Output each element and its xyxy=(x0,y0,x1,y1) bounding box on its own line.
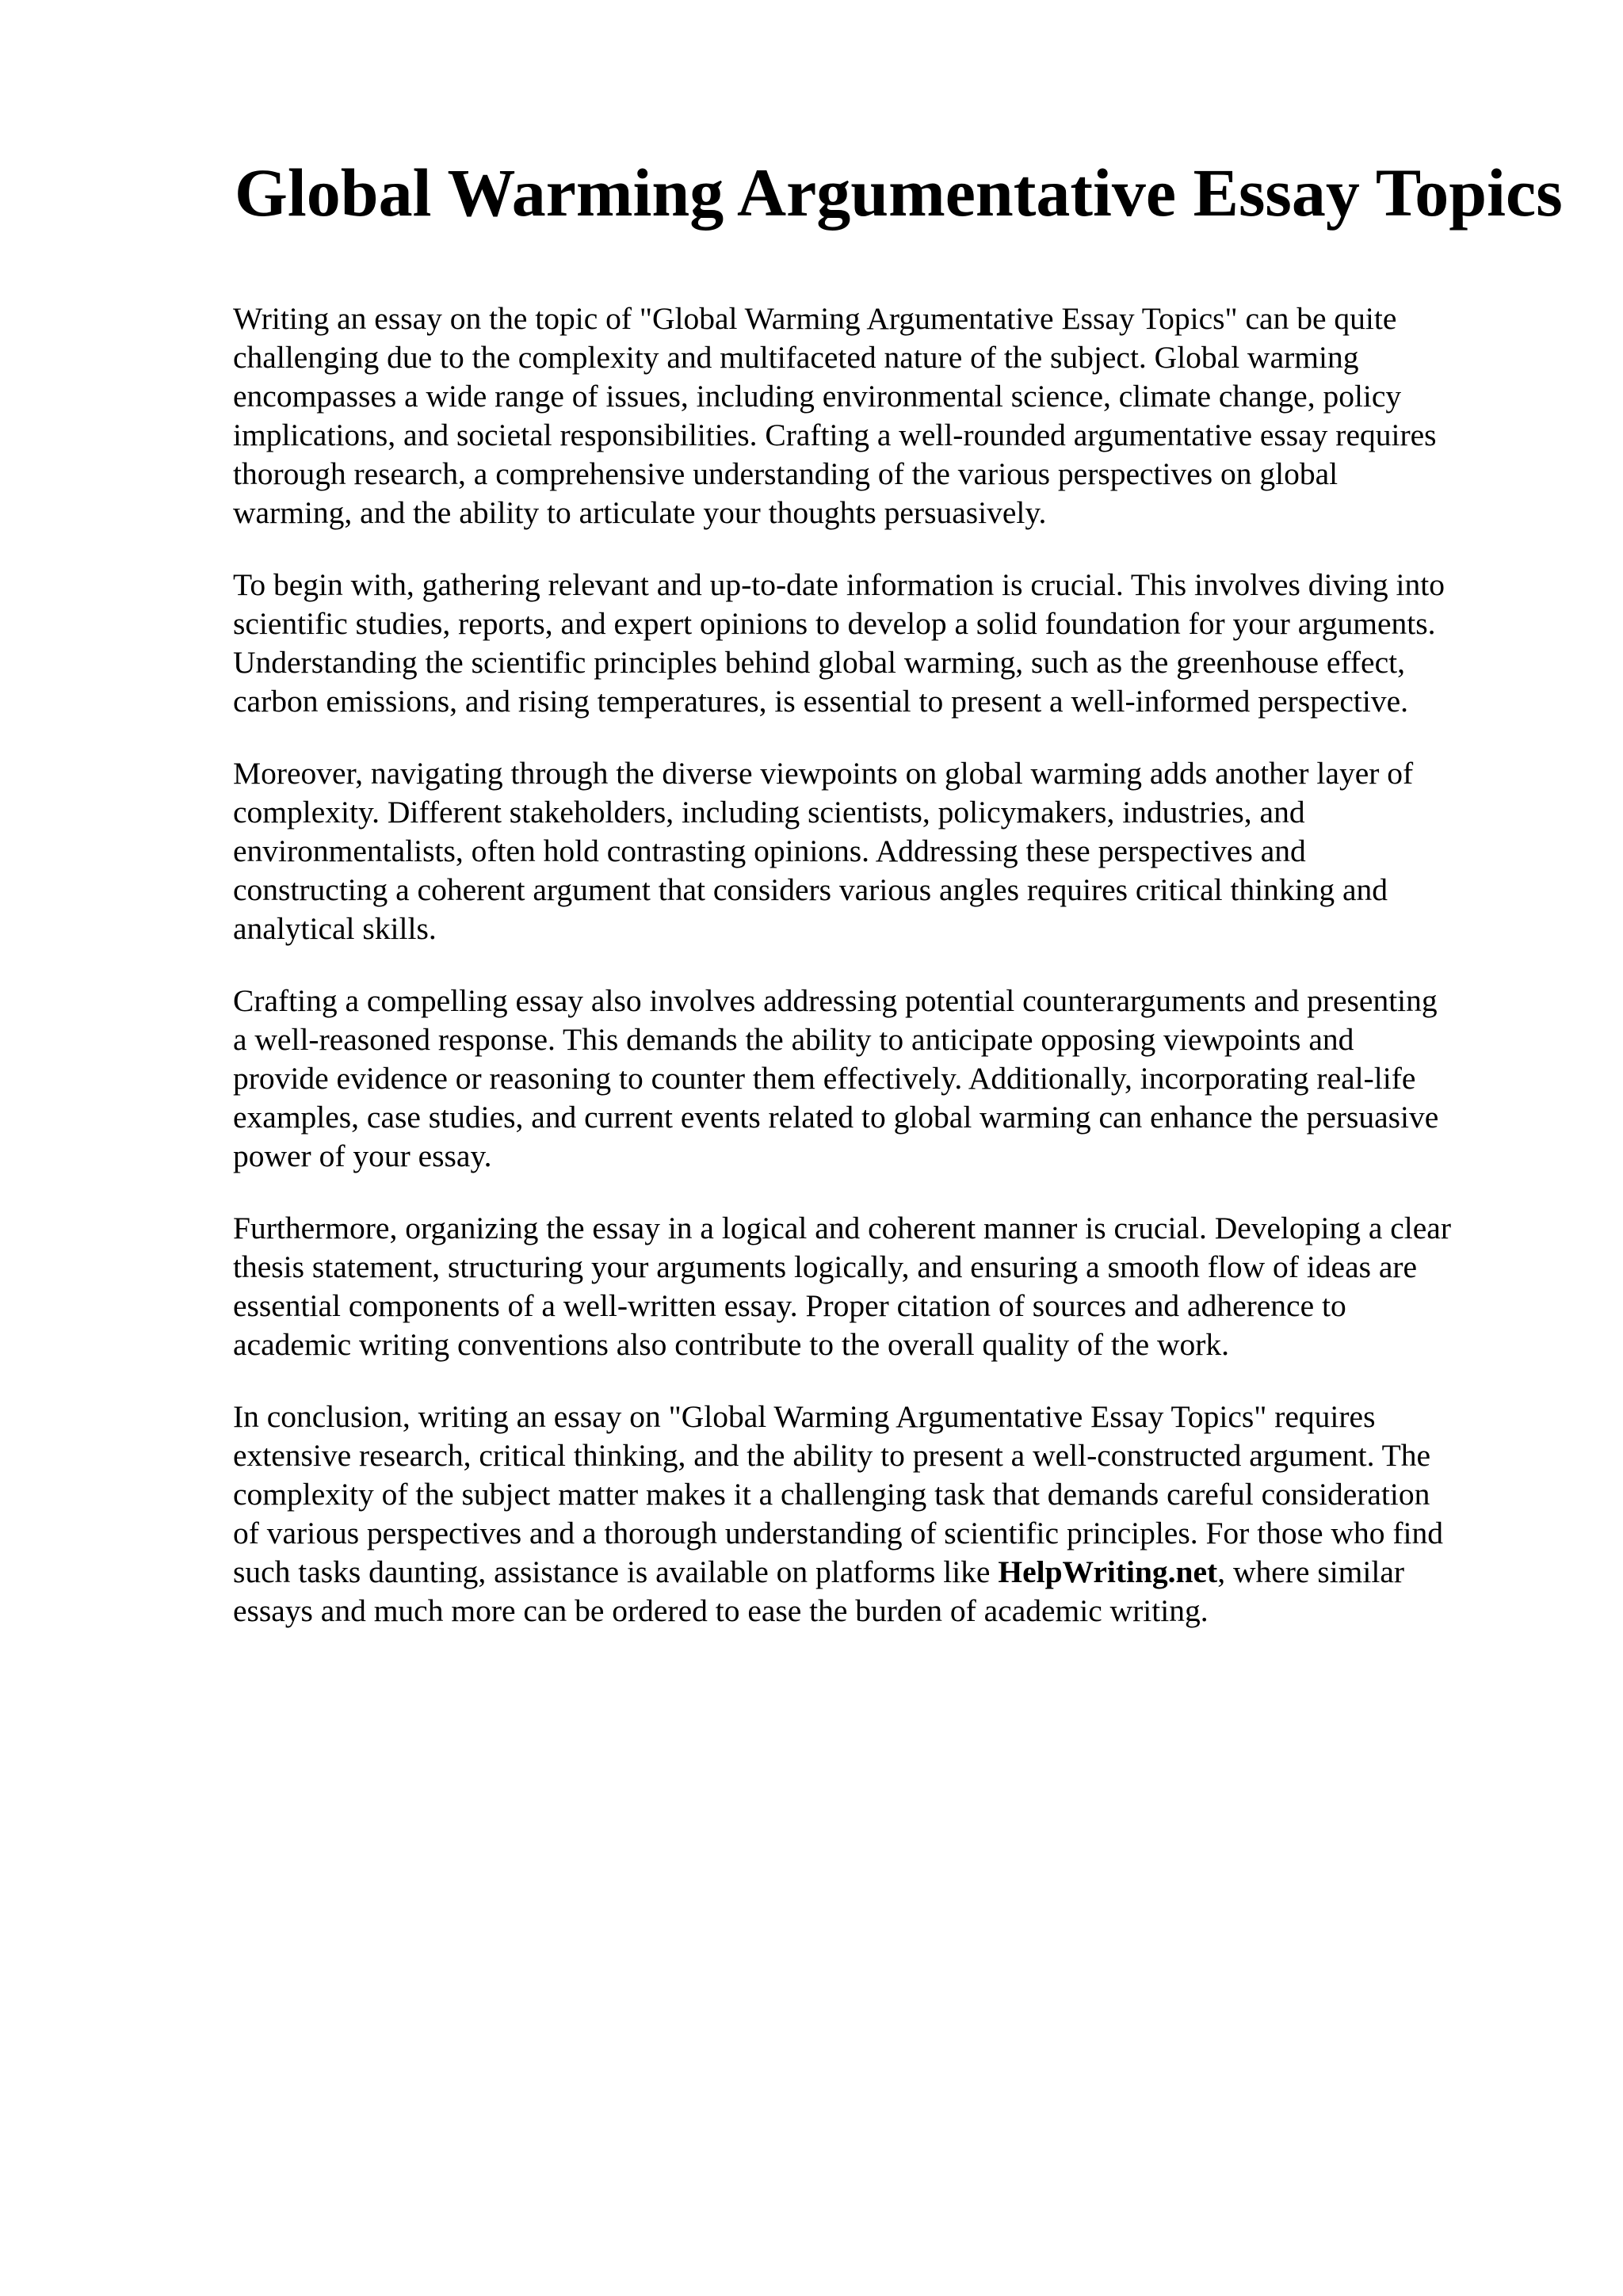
text-line: In conclusion, writing an essay on "Global Warming Argumentative Essay Topics" requires xyxy=(233,1399,1376,1434)
text-segment: such tasks daunting, assistance is available on platforms like xyxy=(233,1554,999,1589)
text-line: carbon emissions, and rising temperatures, is essential to present a well-informed perspective. xyxy=(233,684,1409,719)
paragraph-2 xyxy=(233,566,1533,721)
text-line: provide evidence or reasoning to counter them effectively. Additionally, incorporating real-life xyxy=(233,1061,1416,1096)
text-segment: , where similar xyxy=(1217,1554,1405,1589)
text-line: To begin with, gathering relevant and up-to-date information is crucial. This involves diving into xyxy=(233,567,1445,602)
text-line: power of your essay. xyxy=(233,1138,492,1173)
text-line: scientific studies, reports, and expert opinions to develop a solid foundation for your arguments. xyxy=(233,606,1436,641)
paragraph-5 xyxy=(233,1209,1533,1364)
paragraph-3 xyxy=(233,754,1533,948)
paragraph-1 xyxy=(233,299,1533,532)
text-line: academic writing conventions also contribute to the overall quality of the work. xyxy=(233,1327,1230,1362)
text-line: a well-reasoned response. This demands the ability to anticipate opposing viewpoints and xyxy=(233,1022,1354,1057)
text-line: extensive research, critical thinking, and the ability to present a well-constructed argument. The xyxy=(233,1438,1431,1473)
text-line: analytical skills. xyxy=(233,911,437,946)
text-line: essays and much more can be ordered to ease the burden of academic writing. xyxy=(233,1593,1209,1628)
text-line: warming, and the ability to articulate your thoughts persuasively. xyxy=(233,495,1047,530)
text-line: of various perspectives and a thorough understanding of scientific principles. For those who find xyxy=(233,1516,1443,1550)
text-line: complexity. Different stakeholders, including scientists, policymakers, industries, and xyxy=(233,795,1305,830)
text-line: challenging due to the complexity and multifaceted nature of the subject. Global warming xyxy=(233,340,1359,375)
paragraph-4 xyxy=(233,982,1533,1176)
text-line: examples, case studies, and current events related to global warming can enhance the persuasive xyxy=(233,1100,1439,1135)
text-line: Writing an essay on the topic of "Global Warming Argumentative Essay Topics" can be quite xyxy=(233,301,1397,336)
text-line: essential components of a well-written essay. Proper citation of sources and adherence to xyxy=(233,1288,1346,1323)
text-line: environmentalists, often hold contrasting opinions. Addressing these perspectives and xyxy=(233,833,1306,868)
text-line: thesis statement, structuring your arguments logically, and ensuring a smooth flow of ideas are xyxy=(233,1249,1418,1284)
text-line: constructing a coherent argument that considers various angles requires critical thinking and xyxy=(233,872,1388,907)
page-title: Global Warming Argumentative Essay Topics xyxy=(235,154,1563,231)
helpwriting-link[interactable]: HelpWriting.net xyxy=(998,1554,1218,1589)
text-line: thorough research, a comprehensive understanding of the various perspectives on global xyxy=(233,456,1338,491)
text-line: Understanding the scientific principles behind global warming, such as the greenhouse effect, xyxy=(233,645,1405,680)
text-line: Moreover, navigating through the diverse viewpoints on global warming adds another layer of xyxy=(233,756,1414,791)
text-line: encompasses a wide range of issues, including environmental science, climate change, policy xyxy=(233,379,1402,414)
text-line: implications, and societal responsibilities. Crafting a well-rounded argumentative essay requires xyxy=(233,418,1437,452)
text-line: complexity of the subject matter makes it a challenging task that demands careful consideration xyxy=(233,1477,1430,1512)
text-line-with-link xyxy=(233,1553,1533,1592)
text-line: Crafting a compelling essay also involves addressing potential counterarguments and presenting xyxy=(233,983,1438,1018)
paragraph-conclusion xyxy=(233,1398,1533,1630)
text-line: Furthermore, organizing the essay in a logical and coherent manner is crucial. Developing a clear xyxy=(233,1211,1451,1245)
essay-body xyxy=(233,299,1533,1664)
